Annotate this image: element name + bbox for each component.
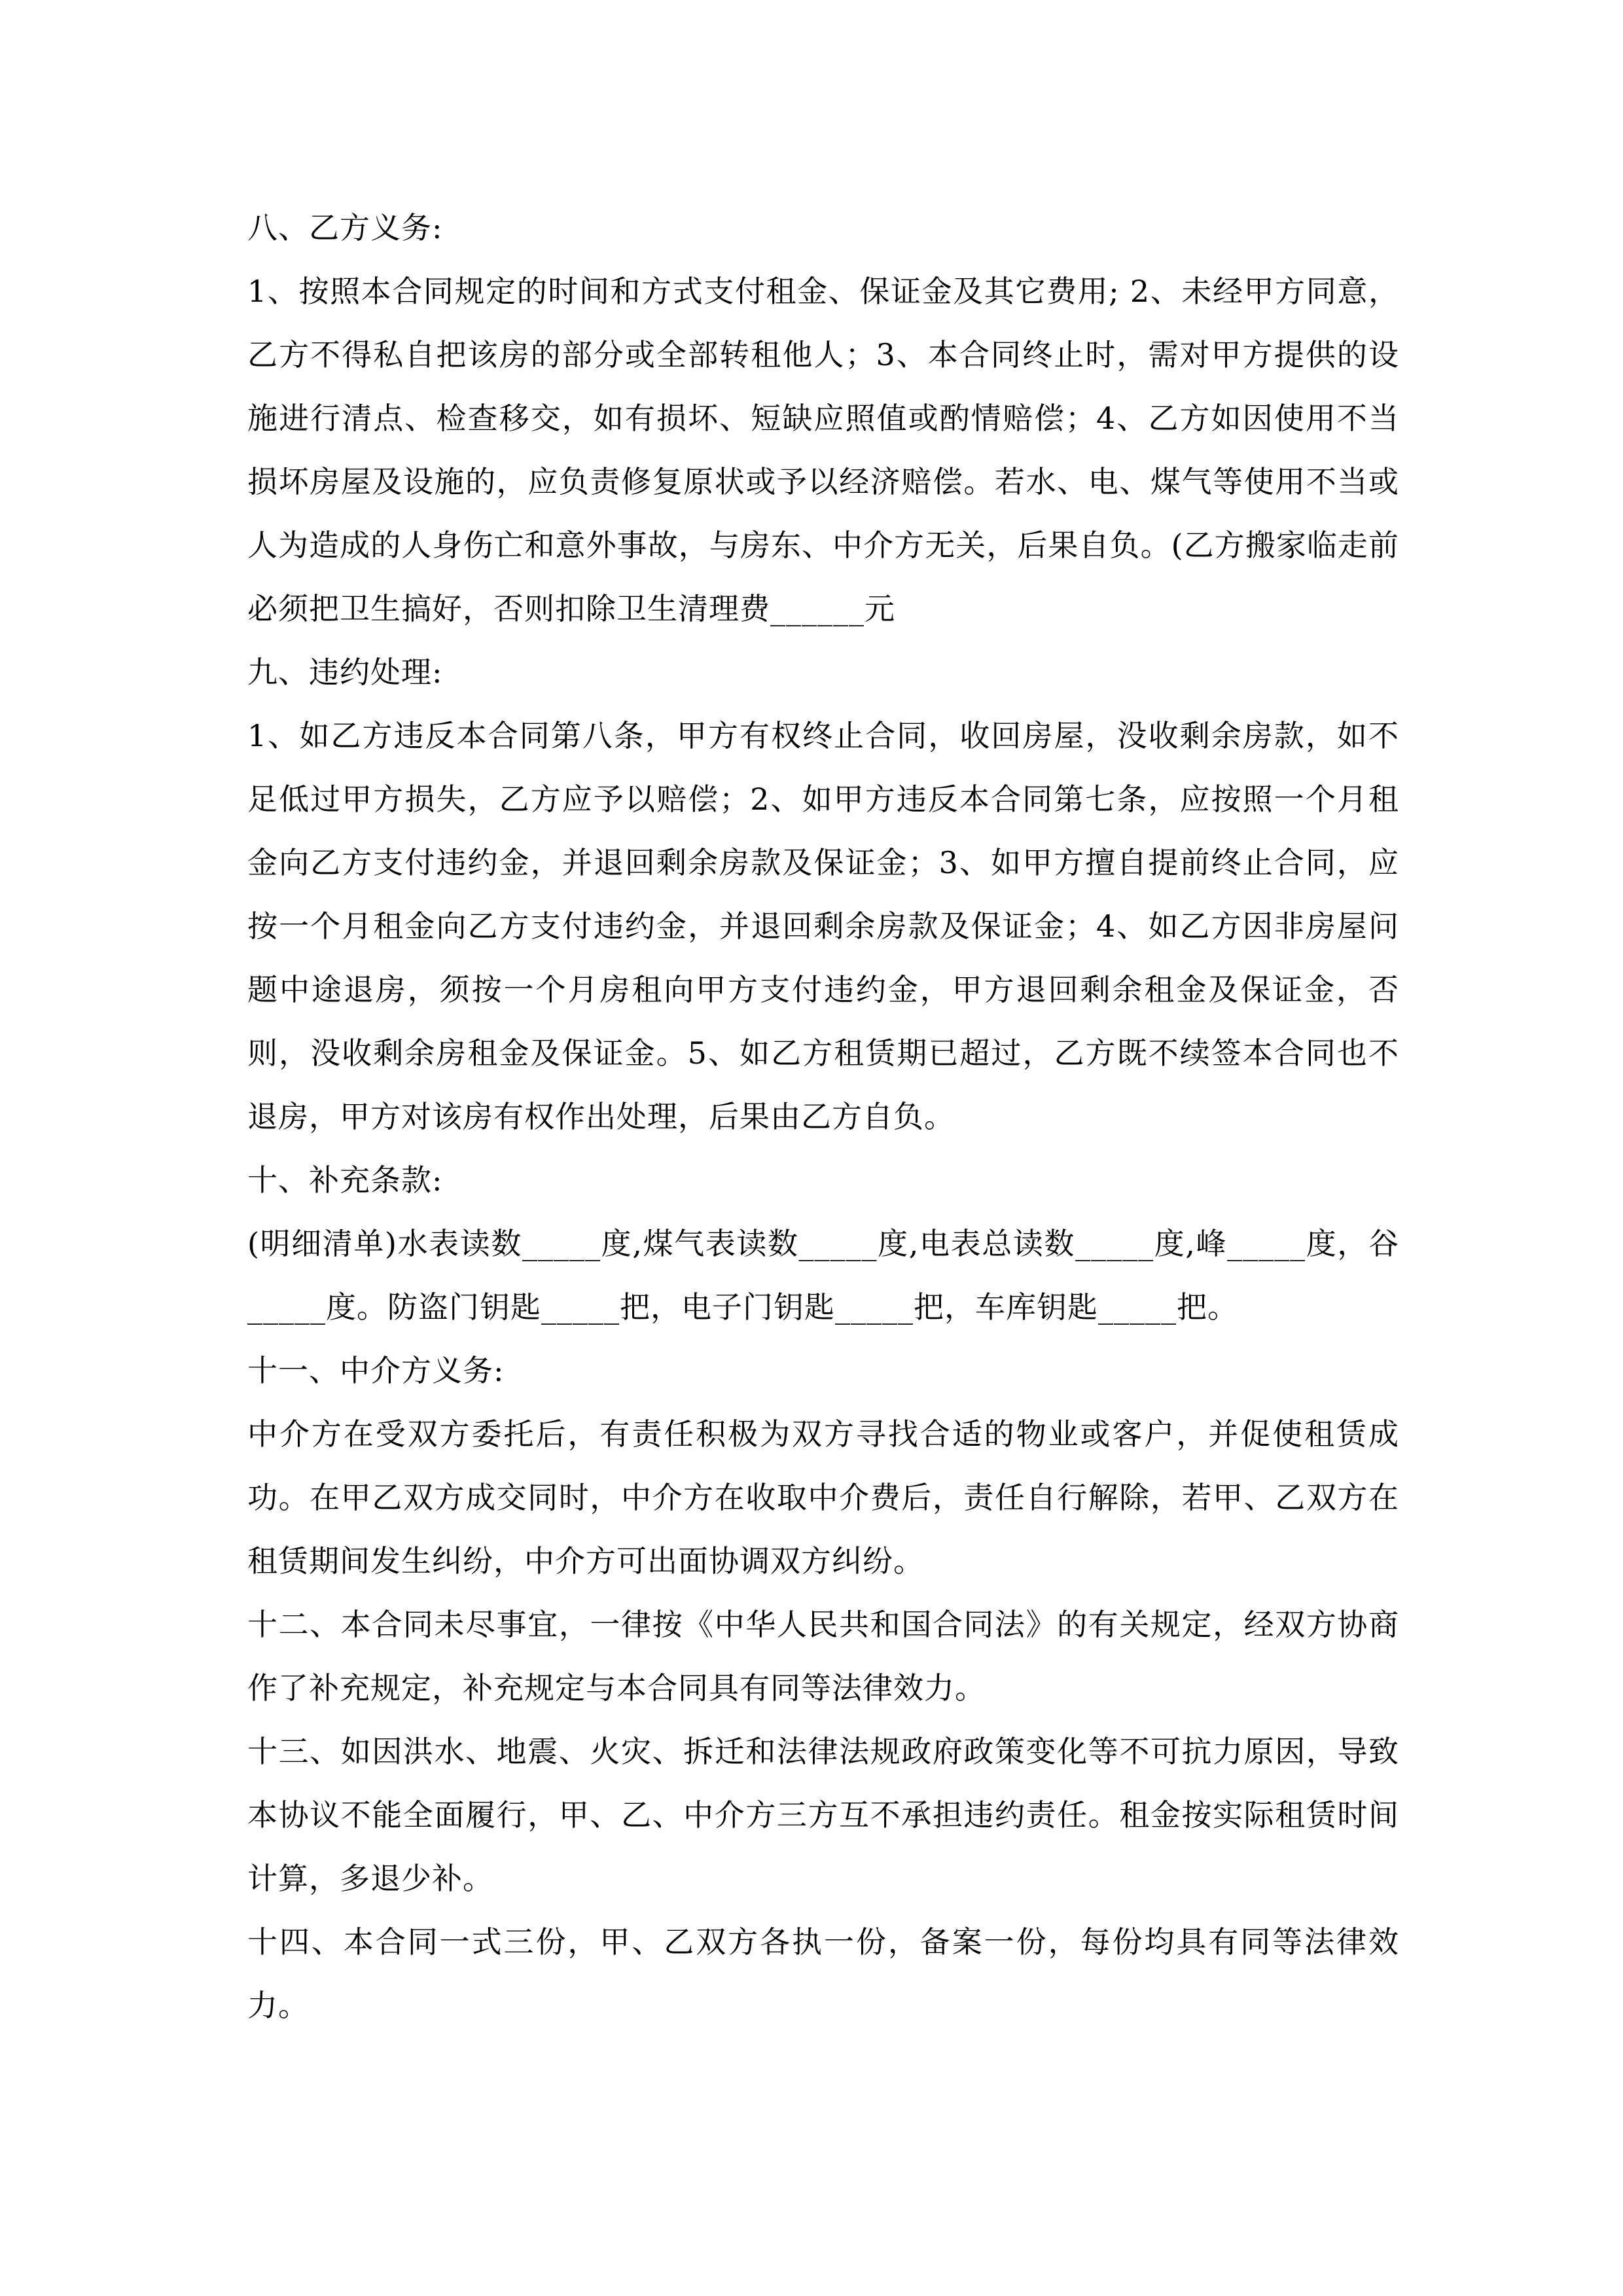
document-body (247, 196, 1399, 2037)
paragraph-supplementary: (明细清单)水表读数_____度,煤气表读数_____度,电表总读数_____度,峰_____度，谷_____度。防盗门钥匙_____把，电子门钥匙_____把，车库钥匙_____把。 (247, 1226, 1399, 1325)
section-heading-breach: 九、违约处理: (247, 655, 443, 690)
paragraph-agent-obligations: 中介方在受双方委托后，有责任积极为双方寻找合适的物业或客户，并促使租赁成功。在甲乙双方成交同时，中介方在收取中介费后，责任自行解除，若甲、乙双方在租赁期间发生纠纷，中介方可出面协调双方纠纷。 (247, 1416, 1399, 1579)
paragraph-breach: 1、如乙方违反本合同第八条，甲方有权终止合同，收回房屋，没收剩余房款，如不足低过甲方损失，乙方应予以赔偿；2、如甲方违反本合同第七条，应按照一个月租金向乙方支付违约金，并退回剩余房款及保证金；3、如甲方擅自提前终止合同，应按一个月租金向乙方支付违约金，并退回剩余房款及保证金；4、如乙方因非房屋问题中途退房，须按一个月房租向甲方支付违约金，甲方退回剩余租金及保证金，否则，没收剩余房租金及保证金。5、如乙方租赁期已超过，乙方既不续签本合同也不退房，甲方对该房有权作出处理，后果由乙方自负。 (247, 718, 1399, 1134)
paragraph-clause-14: 十四、本合同一式三份，甲、乙双方各执一份，备案一份，每份均具有同等法律效力。 (247, 1924, 1399, 2023)
section-heading-agent-obligations: 十一、中介方义务: (247, 1353, 505, 1388)
paragraph-clause-13: 十三、如因洪水、地震、火灾、拆迁和法律法规政府政策变化等不可抗力原因，导致本协议不能全面履行，甲、乙、中介方三方互不承担违约责任。租金按实际租赁时间计算，多退少补。 (247, 1734, 1399, 1896)
section-heading-supplementary: 十、补充条款: (247, 1162, 443, 1198)
paragraph-clause-12: 十二、本合同未尽事宜，一律按《中华人民共和国合同法》的有关规定，经双方协商作了补充规定，补充规定与本合同具有同等法律效力。 (247, 1607, 1399, 1706)
paragraph-obligations-tenant: 1、按照本合同规定的时间和方式支付租金、保证金及其它费用; 2、未经甲方同意，乙方不得私自把该房的部分或全部转租他人；3、本合同终止时，需对甲方提供的设施进行清点、检查移交，如有损坏、短缺应照值或酌情赔偿；4、乙方如因使用不当损坏房屋及设施的，应负责修复原状或予以经济赔偿。若水、电、煤气等使用不当或人为造成的人身伤亡和意外事故，与房东、中介方无关，后果自负。(乙方搬家临走前必须把卫生搞好，否则扣除卫生清理费______元 (247, 274, 1399, 626)
section-heading-obligations-tenant: 八、乙方义务: (247, 210, 443, 245)
